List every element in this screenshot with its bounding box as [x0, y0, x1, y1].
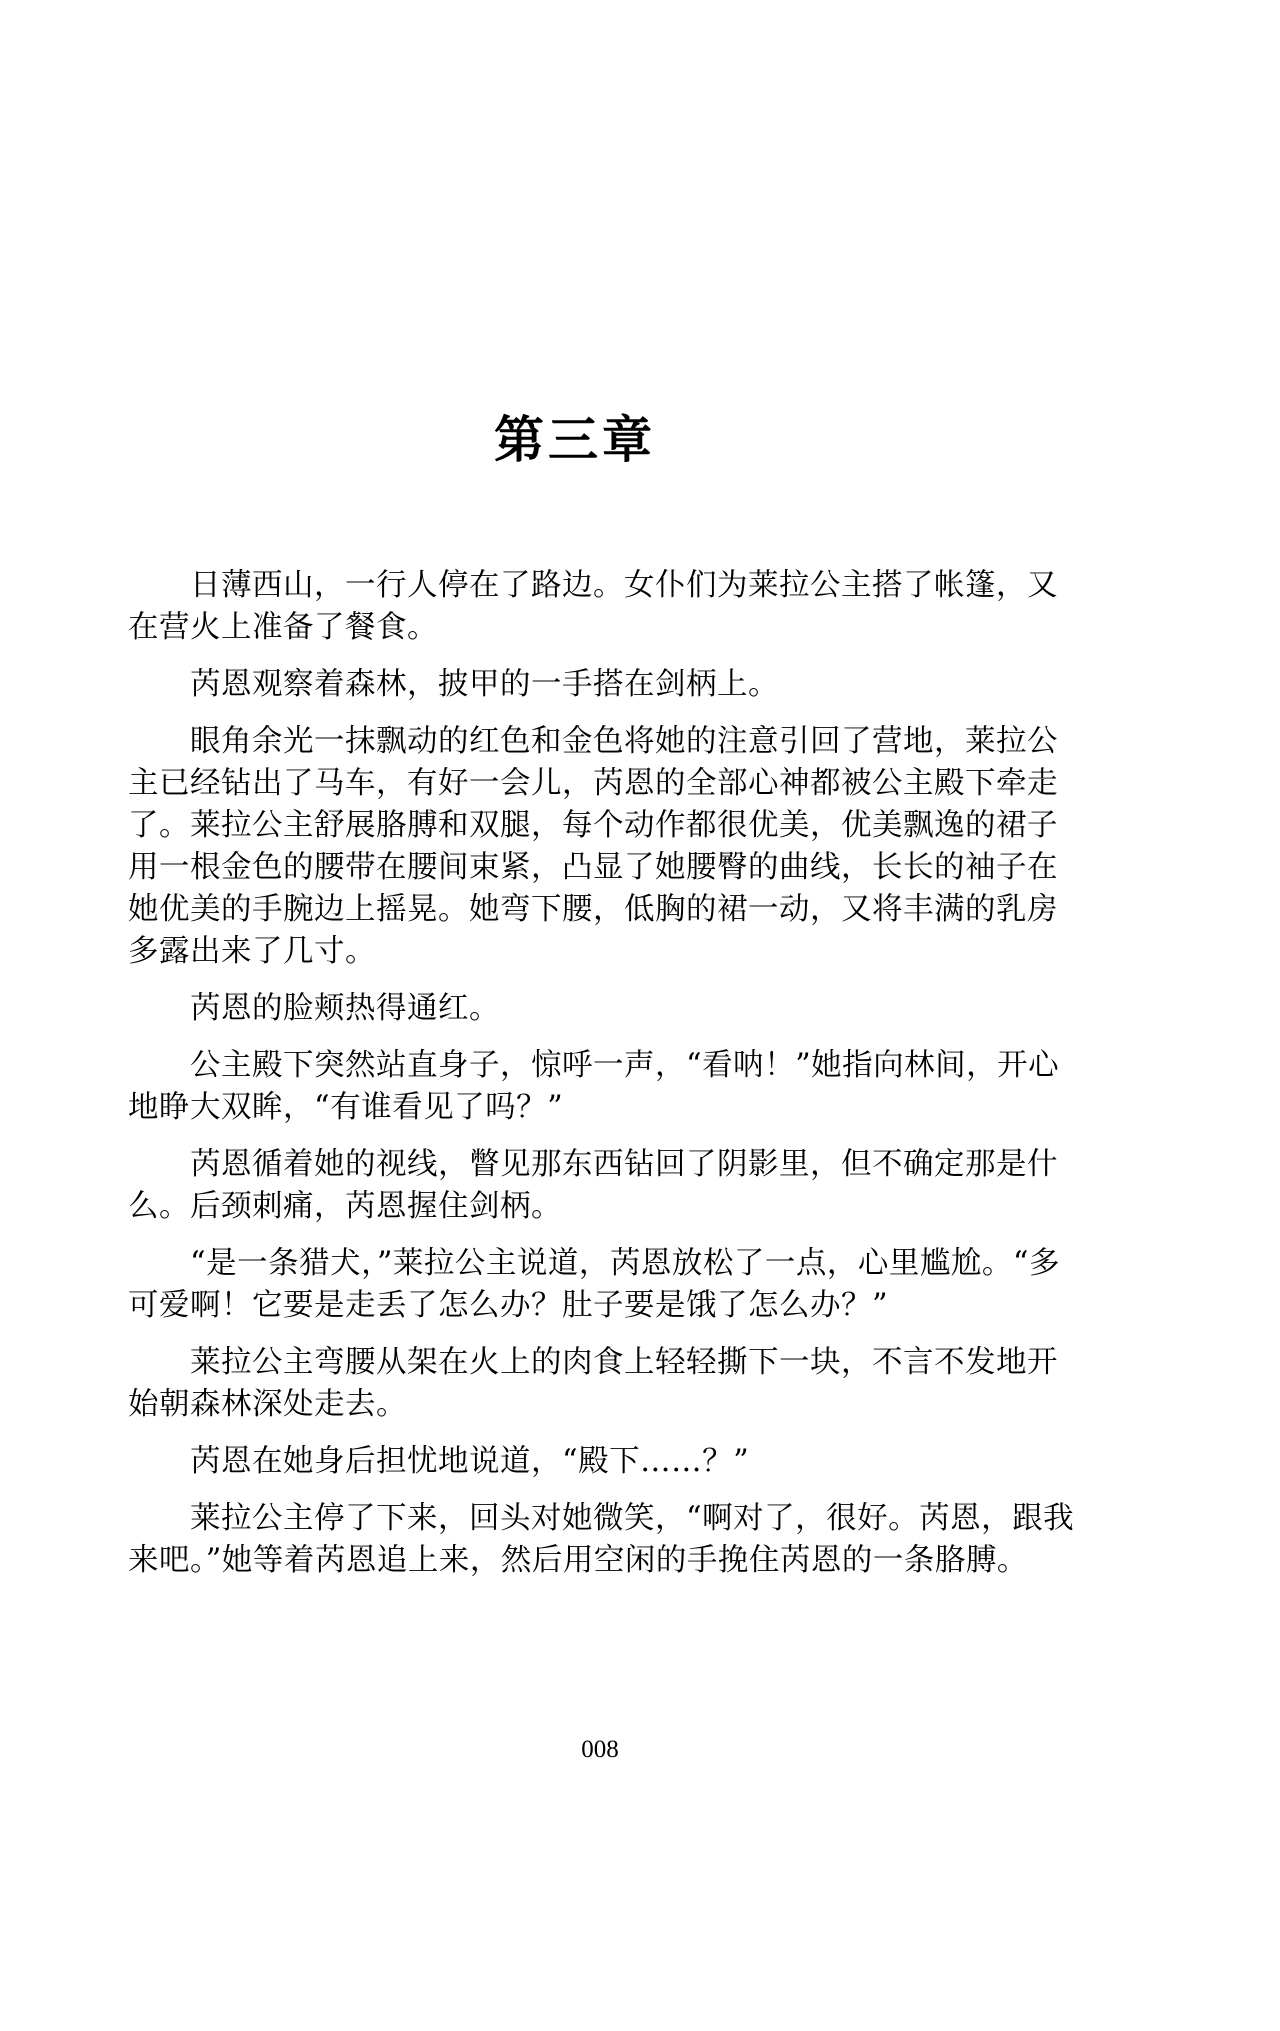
- paragraph: “是一条猎犬，”莱拉公主说道，芮恩放松了一点，心里尴尬。“多可爱啊！它要是走丢了怎么办？肚子要是饿了怎么办？”: [128, 1246, 1061, 1323]
- chapter-title: 第三章: [494, 411, 656, 469]
- paragraph: 莱拉公主停了下来，回头对她微笑，“啊对了，很好。芮恩，跟我来吧。”她等着芮恩追上来，然后用空闲的手挽住芮恩的一条胳膊。: [128, 1501, 1075, 1578]
- paragraph: 莱拉公主弯腰从架在火上的肉食上轻轻撕下一块，不言不发地开始朝森林深处走去。: [128, 1345, 1058, 1422]
- paragraph: 芮恩循着她的视线，瞥见那东西钻回了阴影里，但不确定那是什么。后颈刺痛，芮恩握住剑柄。: [128, 1147, 1058, 1224]
- paragraph: 眼角余光一抹飘动的红色和金色将她的注意引回了营地，莱拉公主已经钻出了马车，有好一会儿，芮恩的全部心神都被公主殿下牵走了。莱拉公主舒展胳膊和双腿，每个动作都很优美，优美飘逸的裙子用一根金色的腰带在腰间束紧，凸显了她腰臀的曲线，长长的袖子在她优美的手腕边上摇晃。她弯下腰，低胸的裙一动，又将丰满的乳房多露出来了几寸。: [128, 724, 1058, 969]
- page-number: 008: [581, 1736, 619, 1763]
- chapter-body: [128, 565, 1078, 1597]
- paragraph: 芮恩在她身后担忧地说道，“殿下……？”: [190, 1444, 750, 1479]
- paragraph: 芮恩的脸颊热得通红。: [190, 991, 500, 1026]
- paragraph: 芮恩观察着森林，披甲的一手搭在剑柄上。: [190, 667, 779, 702]
- paragraph: 日薄西山，一行人停在了路边。女仆们为莱拉公主搭了帐篷，又在营火上准备了餐食。: [128, 568, 1058, 645]
- paragraph: 公主殿下突然站直身子，惊呼一声，“看呐！”她指向林间，开心地睁大双眸，“有谁看见了吗？”: [128, 1048, 1060, 1125]
